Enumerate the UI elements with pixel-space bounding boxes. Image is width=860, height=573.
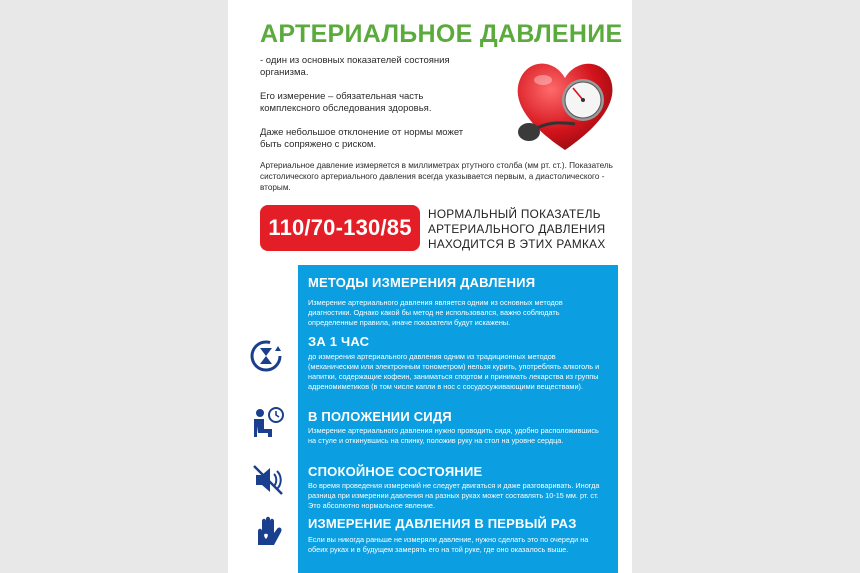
norm-caption: НОРМАЛЬНЫЙ ПОКАЗАТЕЛЬ АРТЕРИАЛЬНОГО ДАВЛЕНИЯ НАХОДИТСЯ В ЭТИХ РАМКАХ <box>428 207 606 251</box>
section-text-3: Во время проведения измерений не следует двигаться и даже разговаривать. Иногда разница при измерении давления на разных руках может составлять 10-15 мм. рт. ст. Это абсолютно нормальное явление. <box>308 481 600 510</box>
section-title-2: В ПОЛОЖЕНИИ СИДЯ <box>308 409 452 424</box>
section-text-2: Измерение артериального давления нужно проводить сидя, удобно расположившись на стуле и откинувшись на спинку, положив руку на стол на уровне сердца. <box>308 426 599 445</box>
intro-line-2: Его измерение – обязательная часть комплексного обследования здоровья. <box>260 91 432 114</box>
page-title: АРТЕРИАЛЬНОЕ ДАВЛЕНИЕ <box>260 20 623 48</box>
intro-line-3: Даже небольшое отклонение от нормы может быть сопряжено с риском. <box>260 127 464 150</box>
measure-text: Артериальное давление измеряется в миллиметрах ртутного столба (мм рт. ст.). Показатель систолического артериального давления всегда указывается первым, а диастолического - вторым. <box>260 161 613 192</box>
section-title-4: ИЗМЕРЕНИЕ ДАВЛЕНИЯ В ПЕРВЫЙ РАЗ <box>308 516 577 531</box>
muted-speaker-icon <box>250 462 286 498</box>
intro-block <box>260 55 485 163</box>
section-text-4: Если вы никогда раньше не измеряли давление, нужно сделать это по очереди на обеих руках и в будущем замерять его на той руке, где оно оказалось выше. <box>308 535 589 554</box>
seated-person-clock-icon <box>250 405 286 441</box>
methods-text: Измерение артериального давления является одним из основных методов диагностики. Однако какой бы метод не использовался, важно соблюдать определенные правила, иначе показатели будут искажены. <box>308 298 563 327</box>
intro-line-1: - один из основных показателей состояния организма. <box>260 55 450 78</box>
hand-heart-icon <box>250 515 286 551</box>
section-title-1: ЗА 1 ЧАС <box>308 334 370 349</box>
methods-title: МЕТОДЫ ИЗМЕРЕНИЯ ДАВЛЕНИЯ <box>308 275 536 290</box>
hourglass-clock-icon <box>248 338 284 374</box>
section-title-3: СПОКОЙНОЕ СОСТОЯНИЕ <box>308 464 483 479</box>
methods-panel <box>298 265 618 573</box>
leaflet-page <box>228 0 632 573</box>
section-text-1: до измерения артериального давления одним из традиционных методов (механическим или электронным тонометром) нельзя курить, употреблять алкоголь и напитки, содержащие кофеин, заниматься спортом и принимать лекарства из группы адреномиметиков (в том числе капли в нос с сосудосуживающими веществами). <box>308 352 600 391</box>
heart-tonometer-icon <box>503 52 623 157</box>
norm-badge: 110/70-130/85 <box>260 205 420 251</box>
